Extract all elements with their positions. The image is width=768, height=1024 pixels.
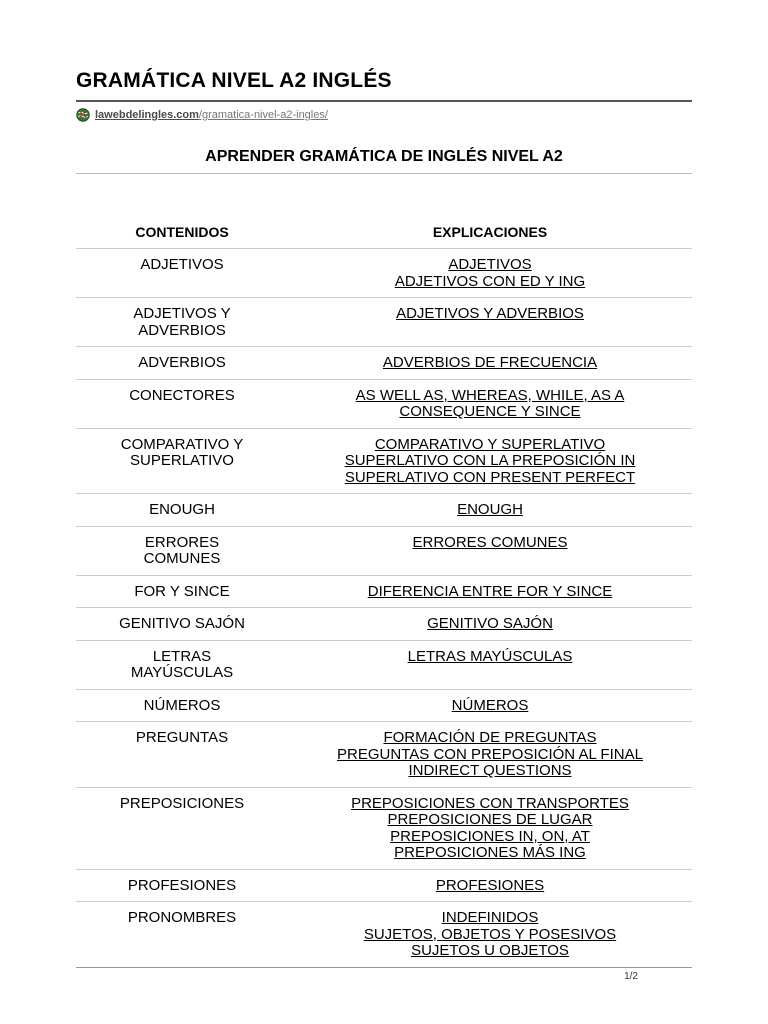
- explanation-link[interactable]: SUPERLATIVO CON PRESENT PERFECT: [344, 468, 636, 486]
- table-row: [76, 787, 692, 869]
- explanation-cell: [288, 640, 692, 689]
- explanation-link[interactable]: GENITIVO SAJÓN: [427, 615, 553, 632]
- column-header-explicaciones: EXPLICACIONES: [288, 216, 692, 249]
- table-row: [76, 689, 692, 722]
- table-row: [76, 869, 692, 902]
- table-row: [76, 379, 692, 428]
- content-cell: [76, 249, 288, 298]
- table-row: [76, 298, 692, 347]
- source-link[interactable]: [76, 107, 328, 123]
- content-cell: [76, 298, 288, 347]
- content-label: PRONOMBRES: [127, 909, 237, 926]
- table-row: [76, 494, 692, 527]
- explanation-cell: [288, 575, 692, 608]
- content-label: PROFESIONES: [127, 876, 237, 894]
- explanation-cell: [288, 379, 692, 428]
- explanation-cell: [288, 347, 692, 380]
- table-body: [76, 249, 692, 968]
- explanation-link[interactable]: PROFESIONES: [435, 876, 545, 894]
- heading-divider: [76, 173, 692, 174]
- content-cell: [76, 902, 288, 968]
- explanation-link[interactable]: PREPOSICIONES IN, ON, AT: [390, 827, 590, 845]
- content-label: ADJETIVOS Y ADVERBIOS: [133, 305, 231, 339]
- explanation-link[interactable]: AS WELL AS, WHEREAS, WHILE, AS A CONSEQUENCE Y SINCE: [355, 386, 625, 420]
- content-label: ADJETIVOS: [140, 256, 224, 273]
- explanation-link[interactable]: ADJETIVOS CON ED Y ING: [394, 272, 586, 290]
- explanation-link[interactable]: INDEFINIDOS: [441, 909, 539, 926]
- explanation-link[interactable]: INDIRECT QUESTIONS: [408, 762, 572, 779]
- source-path[interactable]: /gramatica-nivel-a2-ingles/: [198, 109, 328, 121]
- explanation-cell: [288, 608, 692, 641]
- explanation-link[interactable]: ADVERBIOS DE FRECUENCIA: [382, 354, 598, 371]
- content-label: PREGUNTAS: [135, 729, 229, 746]
- explanation-link[interactable]: ERRORES COMUNES: [412, 533, 568, 551]
- table-row: [76, 575, 692, 608]
- explanation-link[interactable]: PREPOSICIONES MÁS ING: [394, 844, 586, 861]
- column-header-contenidos: CONTENIDOS: [76, 216, 288, 249]
- content-cell: [76, 787, 288, 869]
- explanation-link[interactable]: PREPOSICIONES CON TRANSPORTES: [351, 794, 629, 812]
- explanation-link[interactable]: ADJETIVOS Y ADVERBIOS: [396, 305, 584, 322]
- document-title: GRAMÁTICA NIVEL A2 INGLÉS: [76, 69, 392, 92]
- globe-icon: [76, 108, 90, 122]
- explanation-cell: [288, 526, 692, 575]
- content-cell: [76, 689, 288, 722]
- explanation-cell: [288, 494, 692, 527]
- table-row: [76, 902, 692, 968]
- explanation-cell: [288, 428, 692, 494]
- grammar-table: [76, 216, 692, 968]
- explanation-cell: [288, 249, 692, 298]
- explanation-link[interactable]: SUPERLATIVO CON LA PREPOSICIÓN IN: [344, 452, 636, 469]
- explanation-cell: [288, 869, 692, 902]
- table-row: [76, 526, 692, 575]
- content-label: CONECTORES: [129, 386, 235, 404]
- explanation-cell: [288, 722, 692, 788]
- table-row: [76, 347, 692, 380]
- content-cell: [76, 575, 288, 608]
- content-cell: [76, 379, 288, 428]
- explanation-link[interactable]: ADJETIVOS: [448, 256, 532, 273]
- content-label: NÚMEROS: [143, 696, 221, 714]
- explanation-link[interactable]: PREPOSICIONES DE LUGAR: [387, 811, 593, 828]
- table-row: [76, 722, 692, 788]
- content-label: FOR Y SINCE: [134, 582, 230, 600]
- table-row: [76, 640, 692, 689]
- content-label: GENITIVO SAJÓN: [119, 615, 245, 632]
- explanation-link[interactable]: ENOUGH: [457, 501, 523, 518]
- explanation-link[interactable]: SUJETOS U OBJETOS: [411, 942, 569, 959]
- table-row: [76, 249, 692, 298]
- content-label: COMPARATIVO Y SUPERLATIVO: [120, 435, 244, 469]
- table-header-row: [76, 216, 692, 249]
- table-row: [76, 428, 692, 494]
- explanation-link[interactable]: DIFERENCIA ENTRE FOR Y SINCE: [367, 582, 613, 600]
- explanation-link[interactable]: FORMACIÓN DE PREGUNTAS: [383, 729, 597, 746]
- content-cell: [76, 526, 288, 575]
- content-cell: [76, 722, 288, 788]
- explanation-link[interactable]: LETRAS MAYÚSCULAS: [407, 647, 573, 665]
- explanation-cell: [288, 298, 692, 347]
- explanation-cell: [288, 787, 692, 869]
- content-label: ADVERBIOS: [138, 354, 226, 371]
- explanation-cell: [288, 689, 692, 722]
- content-label: PREPOSICIONES: [119, 794, 245, 812]
- content-label: ERRORES COMUNES: [143, 533, 221, 567]
- explanation-cell: [288, 902, 692, 968]
- title-divider: [76, 100, 692, 102]
- content-cell: [76, 608, 288, 641]
- explanation-link[interactable]: PREGUNTAS CON PREPOSICIÓN AL FINAL: [337, 745, 643, 763]
- explanation-link[interactable]: COMPARATIVO Y SUPERLATIVO: [374, 435, 606, 453]
- content-cell: [76, 640, 288, 689]
- content-cell: [76, 869, 288, 902]
- explanation-link[interactable]: SUJETOS, OBJETOS Y POSESIVOS: [363, 925, 617, 943]
- content-label: ENOUGH: [149, 501, 215, 518]
- section-heading: APRENDER GRAMÁTICA DE INGLÉS NIVEL A2: [205, 148, 563, 165]
- source-domain[interactable]: lawebdelingles.com: [95, 109, 199, 121]
- content-cell: [76, 428, 288, 494]
- table-row: [76, 608, 692, 641]
- explanation-link[interactable]: NÚMEROS: [451, 696, 529, 714]
- content-label: LETRAS MAYÚSCULAS: [130, 647, 234, 681]
- page-number: 1/2: [624, 971, 638, 982]
- content-cell: [76, 347, 288, 380]
- content-cell: [76, 494, 288, 527]
